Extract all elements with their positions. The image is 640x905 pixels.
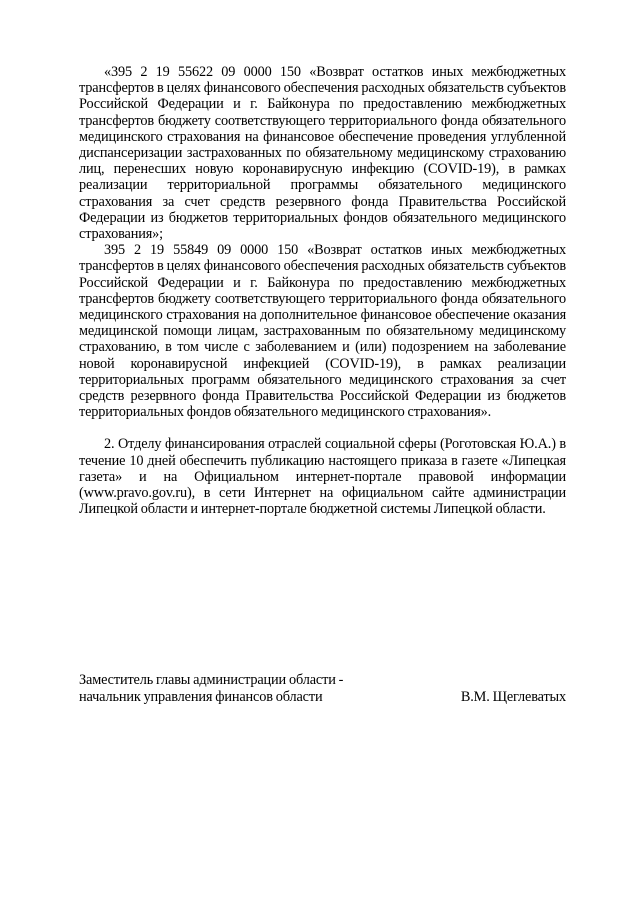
paragraph-code-55849: 395 2 19 55849 09 0000 150 «Возврат остатков иных межбюджетных трансфертов в целях финансового обеспечения расходных обязательств субъектов Российской Федерации и г. Байконура по предоставлению межбюджетных трансфертов бюджету соответствующего территориального фонда обязательного медицинского страхования на дополнительное финансовое обеспечение оказания медицинской помощи лицам, застрахованным по обязательному медицинскому страхованию, в том числе с заболеванием и (или) подозрением на заболевание новой коронавирусной инфекцией (COVID-19), в рамках реализации территориальных программ обязательного медицинского страхования за счет средств резервного фонда Правительства Российской Федерации из бюджетов территориальных фондов обязательного медицинского страхования». bbox=[79, 242, 566, 421]
signatory-position-line2: начальник управления финансов области bbox=[79, 688, 323, 705]
paragraph-code-55622: «395 2 19 55622 09 0000 150 «Возврат остатков иных межбюджетных трансфертов в целях финансового обеспечения расходных обязательств субъектов Российской Федерации и г. Байконура по предоставлению межбюджетных трансфертов бюджету соответствующего территориального фонда обязательного медицинского страхования на финансовое обеспечение проведения углубленной диспансеризации застрахованных по обязательному медицинскому страхованию лиц, перенесших новую коронавирусную инфекцию (COVID-19), в рамках реализации территориальной программы обязательного медицинского страхования за счет средств резервного фонда Правительства Российской Федерации из бюджетов территориальных фондов обязательного медицинского страхования»; bbox=[79, 64, 566, 243]
signatory-name: В.М. Щеглеватых bbox=[460, 688, 566, 705]
signature-block bbox=[79, 672, 566, 705]
signature-line bbox=[79, 689, 566, 706]
signatory-position-line1: Заместитель главы администрации области - bbox=[79, 672, 344, 688]
document-body bbox=[79, 64, 566, 517]
paragraph-publication-order: 2. Отделу финансирования отраслей социальной сферы (Роготовская Ю.А.) в течение 10 дней обеспечить публикацию настоящего приказа в газете «Липецкая газета» и на Официальном интернет-портале правовой информации (www.pravo.gov.ru), в сети Интернет на официальном сайте администрации Липецкой области и интернет-портале бюджетной системы Липецкой области. bbox=[79, 436, 566, 518]
